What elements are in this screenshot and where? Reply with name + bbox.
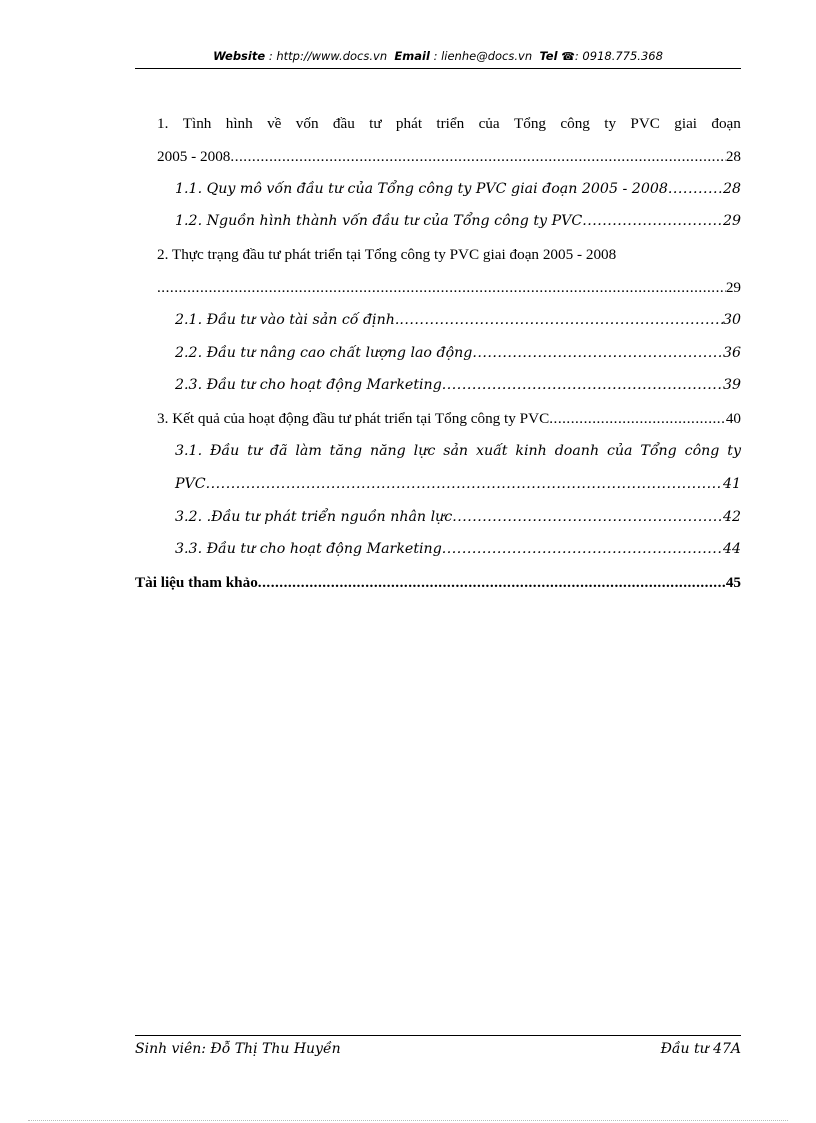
toc-entry-label: 1.2. Nguồn hình thành vốn đầu tư của Tổng công ty PVC [175, 213, 583, 230]
toc-word: ty [727, 442, 741, 459]
toc-word: phát [395, 115, 423, 132]
toc-word: công [684, 442, 720, 459]
toc-leader-dots [258, 574, 726, 592]
toc-page-number: 29 [722, 213, 741, 230]
toc-word: triển [436, 115, 465, 132]
toc-word: lực [413, 442, 436, 459]
toc-word: tăng [329, 442, 363, 459]
toc-entry [135, 181, 741, 214]
toc-entry-label: 3.2. .Đầu tư phát triển nguồn nhân lực [175, 508, 453, 525]
toc-leader-dots [668, 181, 723, 197]
toc-word: làm [295, 442, 322, 459]
class-name: Đầu tư 47A [660, 1041, 741, 1057]
email-value: : lienhe@docs.vn [433, 49, 533, 63]
toc-word: ty [604, 115, 617, 132]
toc-word: của [606, 442, 633, 459]
website-label: Website [213, 49, 266, 63]
toc-entry [135, 377, 741, 410]
toc-leader-dots [549, 410, 726, 428]
toc-word: 3.1. [175, 442, 203, 459]
toc-page-number: 40 [725, 410, 741, 428]
toc-word: doanh [554, 442, 600, 459]
toc-word: tư [369, 115, 382, 132]
toc-entry-line [135, 246, 741, 279]
toc-entry-label: 2005 - 2008 [157, 147, 231, 165]
toc-leader-dots [452, 509, 723, 525]
toc-entry [135, 410, 741, 443]
tel-label: Tel [539, 49, 558, 63]
toc-word: của [478, 115, 500, 132]
toc-word: năng [369, 442, 406, 459]
toc-word: tư [247, 442, 262, 459]
toc-page-number: 39 [722, 377, 741, 394]
toc-leader-dots [230, 148, 725, 166]
toc-leader-dots [399, 312, 723, 328]
toc-leader-dots [582, 213, 723, 229]
toc-entry-label: 3.3. Đầu tư cho hoạt động Marketing [175, 541, 442, 558]
toc-entry-line [135, 443, 741, 476]
toc-word: Tình [182, 115, 212, 132]
toc-word: công [560, 115, 590, 132]
toc-word: giai [674, 115, 698, 132]
toc-word: Đầu [209, 442, 240, 459]
toc-word: đã [269, 442, 288, 459]
toc-entry-label: PVC [175, 475, 206, 492]
toc-entry [135, 574, 741, 607]
toc-page-number: 36 [722, 344, 741, 361]
toc-word: đoạn [711, 115, 741, 132]
toc-entry-label: 1.1. Quy mô vốn đầu tư của Tổng công ty PVC giai đoạn 2005 - 2008 [175, 180, 668, 197]
toc-page-number: 30 [722, 311, 741, 328]
toc-entry [135, 148, 741, 181]
toc-entry-label: 2.3. Đầu tư cho hoạt động Marketing [175, 377, 442, 394]
toc-entry-label: Tài liệu tham khảo [135, 574, 258, 592]
toc-leader-dots [472, 345, 723, 361]
toc-word: về [267, 115, 282, 132]
toc-word: PVC [630, 115, 660, 132]
toc-entry [135, 213, 741, 246]
toc-word: Tổng [513, 115, 547, 132]
page-edge-divider [28, 1120, 788, 1121]
toc-word: xuất [475, 442, 508, 459]
toc-entry [135, 312, 741, 345]
toc-page-number: 29 [725, 278, 741, 296]
table-of-contents [135, 115, 741, 607]
toc-entry [135, 476, 741, 509]
toc-page-number: 44 [722, 541, 741, 558]
toc-entry [135, 345, 741, 378]
toc-leader-dots [157, 279, 726, 297]
toc-word: Tổng [640, 442, 677, 459]
toc-word: kinh [515, 442, 547, 459]
student-name: Sinh viên: Đỗ Thị Thu Huyền [135, 1041, 341, 1057]
toc-word: hình [225, 115, 253, 132]
toc-entry [135, 509, 741, 542]
toc-leader-dots [442, 377, 723, 393]
toc-page-number: 45 [725, 574, 741, 592]
page-footer [135, 1035, 741, 1057]
phone-icon: ☎ [561, 50, 575, 63]
toc-word: 1. [157, 115, 169, 132]
toc-leader-dots [442, 541, 723, 557]
toc-page-number: 42 [722, 508, 741, 525]
toc-entry-title: 2. Thực trạng đầu tư phát triển tại Tổng công ty PVC giai đoạn 2005 - 2008 [157, 246, 617, 264]
page-header [135, 46, 741, 69]
toc-entry-label: 2.1. Đầu tư vào tài sản cố định. [175, 311, 400, 328]
toc-page-number: 28 [725, 147, 741, 165]
toc-leader-dots [206, 476, 723, 492]
toc-word: đầu [332, 115, 355, 132]
toc-entry [135, 279, 741, 312]
email-label: Email [394, 49, 430, 63]
toc-page-number: 41 [722, 475, 741, 492]
toc-entry-label: 3. Kết quả của hoạt động đầu tư phát triển tại Tổng công ty PVC [157, 410, 550, 428]
toc-entry-label: 2.2. Đầu tư nâng cao chất lượng lao động [175, 344, 473, 361]
toc-entry [135, 541, 741, 574]
website-value: : http://www.docs.vn [268, 49, 388, 63]
tel-value: : 0918.775.368 [574, 49, 663, 63]
toc-word: sản [443, 442, 469, 459]
toc-word: vốn [295, 115, 319, 132]
toc-page-number: 28 [722, 180, 741, 197]
toc-entry-line [135, 115, 741, 148]
